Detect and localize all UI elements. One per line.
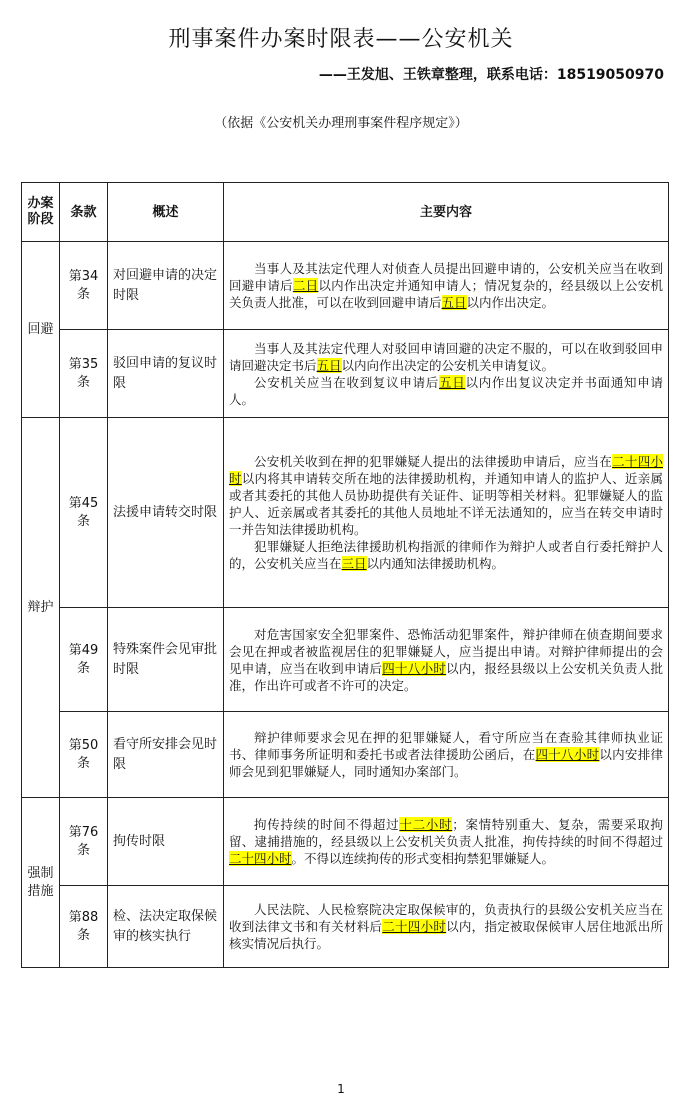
- content-text: 犯罪嫌疑人拒绝法律援助机构指派的律师作为辩护人或者自行委托辩护人的，公安机关应当在: [229, 539, 663, 571]
- article-cell: 第76条: [60, 798, 108, 886]
- content-paragraph: [229, 626, 663, 694]
- content-text: 对危害国家安全犯罪案件、恐怖活动犯罪案件，辩护律师在侦查期间要求会见在押或者被监视居住的犯罪嫌疑人，应当提出申请。对辩护律师提出的会见申请，应当在收到申请后: [229, 626, 663, 676]
- content-text: 拘传持续的时间不得超过: [254, 817, 400, 832]
- content-text: 以内安排律师会见到犯罪嫌疑人，同时通知办案部门。: [229, 747, 663, 779]
- summary-cell: 拘传时限: [108, 798, 224, 886]
- content-cell: [224, 608, 669, 712]
- content-text: 当事人及其法定代理人对侦查人员提出回避申请的，公安机关应当在收到回避申请后: [229, 261, 663, 293]
- content-text: 以内作出决定并通知申请人；情况复杂的，经县级以上公安机关负责人批准，可以在收到回避申请后: [229, 278, 663, 310]
- summary-cell: 特殊案件会见审批时限: [108, 608, 224, 712]
- time-limit-highlight: 三日: [341, 556, 367, 571]
- document-title: 刑事案件办案时限表——公安机关: [168, 27, 514, 52]
- summary-cell: 对回避申请的决定时限: [108, 242, 224, 330]
- content-paragraph: [229, 260, 663, 311]
- content-cell: [224, 798, 669, 886]
- content-cell: [224, 242, 669, 330]
- table-row: [22, 418, 669, 608]
- header-summary: 概述: [108, 183, 224, 242]
- time-limit-highlight: 二十四小时: [229, 454, 663, 486]
- page-number: 1: [337, 1082, 345, 1096]
- content-paragraph: [229, 453, 663, 538]
- stage-recusal: 回避: [22, 242, 60, 418]
- content-text: 以内向作出决定的公安机关申请复议。: [341, 357, 555, 373]
- article-cell: 第35条: [60, 330, 108, 418]
- header-stage: 办案阶段: [22, 183, 60, 242]
- content-text: 以内作出复议决定并书面通知申请人。: [229, 374, 663, 407]
- content-cell: [224, 712, 669, 798]
- time-limit-highlight: 十二小时: [399, 817, 453, 832]
- summary-cell: 驳回申请的复议时限: [108, 330, 224, 418]
- time-limit-table: [21, 182, 669, 968]
- summary-cell: 看守所安排会见时限: [108, 712, 224, 798]
- content-text: 人民法院、人民检察院决定取保候审的，负责执行的县级公安机关应当在收到法律文书和有关材料后: [229, 902, 663, 934]
- table-row: [22, 608, 669, 712]
- stage-defense: 辩护: [22, 418, 60, 798]
- table-row: [22, 798, 669, 886]
- article-cell: 第45条: [60, 418, 108, 608]
- content-text: 以内作出决定。: [466, 295, 555, 310]
- time-limit-highlight: 五日: [439, 374, 466, 390]
- content-text: 公安机关收到在押的犯罪嫌疑人提出的法律援助申请后，应当在: [254, 454, 613, 469]
- content-cell: [224, 330, 669, 418]
- content-text: 以内通知法律援助机构。: [366, 556, 505, 571]
- content-text: 。不得以连续拘传的形式变相拘禁犯罪嫌疑人。: [291, 851, 555, 866]
- content-text: 当事人及其法定代理人对驳回申请回避的决定不服的，可以在收到驳回申请回避决定书后: [229, 340, 663, 373]
- content-text: 以内将其申请转交所在地的法律援助机构，并通知申请人的监护人、近亲属或者其委托的其他人员协助提供有关证件、证明等相关材料。犯罪嫌疑人的监护人、近亲属或者其委托的其他人员地址不详无法通知的，应当在转交申请时一并告知法律援助机构。: [229, 471, 663, 537]
- article-cell: 第50条: [60, 712, 108, 798]
- time-limit-highlight: 二十四小时: [382, 919, 447, 934]
- header-content: 主要内容: [224, 183, 669, 242]
- time-limit-highlight: 四十八小时: [382, 660, 447, 676]
- content-paragraph: [229, 340, 663, 374]
- content-paragraph: [229, 729, 663, 780]
- content-text: 以内，指定被取保候审人居住地派出所核实情况后执行。: [229, 919, 663, 951]
- time-limit-highlight: 五日: [441, 295, 467, 310]
- time-limit-highlight: 五日: [316, 357, 342, 373]
- article-cell: 第34条: [60, 242, 108, 330]
- article-cell: 第88条: [60, 886, 108, 968]
- legal-basis: （依据《公安机关办理刑事案件程序规定》）: [214, 116, 468, 131]
- table-row: [22, 330, 669, 418]
- content-paragraph: [229, 901, 663, 952]
- content-cell: [224, 418, 669, 608]
- summary-cell: 法援申请转交时限: [108, 418, 224, 608]
- header-article: 条款: [60, 183, 108, 242]
- table-header-row: [22, 183, 669, 242]
- stage-coercive: 强制措施: [22, 798, 60, 968]
- time-limit-highlight: 二日: [292, 278, 319, 293]
- table-row: [22, 712, 669, 798]
- document-subtitle: ——王发旭、王铁章整理，联系电话：18519050970: [318, 67, 664, 83]
- content-text: 辩护律师要求会见在押的犯罪嫌疑人，看守所应当在查验其律师执业证书、律师事务所证明和委托书或者法律援助公函后，在: [229, 730, 663, 762]
- time-limit-highlight: 二十四小时: [229, 851, 292, 866]
- content-paragraph: [229, 816, 663, 867]
- time-limit-highlight: 四十八小时: [535, 747, 600, 762]
- content-paragraph: [229, 374, 663, 408]
- content-text: 公安机关应当在收到复议申请后: [254, 374, 440, 390]
- summary-cell: 检、法决定取保候审的核实执行: [108, 886, 224, 968]
- content-paragraph: [229, 538, 663, 572]
- article-cell: 第49条: [60, 608, 108, 712]
- content-text: 以内，报经县级以上公安机关负责人批准，作出许可或者不许可的决定。: [229, 660, 663, 693]
- table-row: [22, 886, 669, 968]
- table-row: [22, 242, 669, 330]
- content-cell: [224, 886, 669, 968]
- content-text: ；案情特别重大、复杂，需要采取拘留、逮捕措施的，经县级以上公安机关负责人批准，拘传持续的时间不得超过: [229, 817, 663, 849]
